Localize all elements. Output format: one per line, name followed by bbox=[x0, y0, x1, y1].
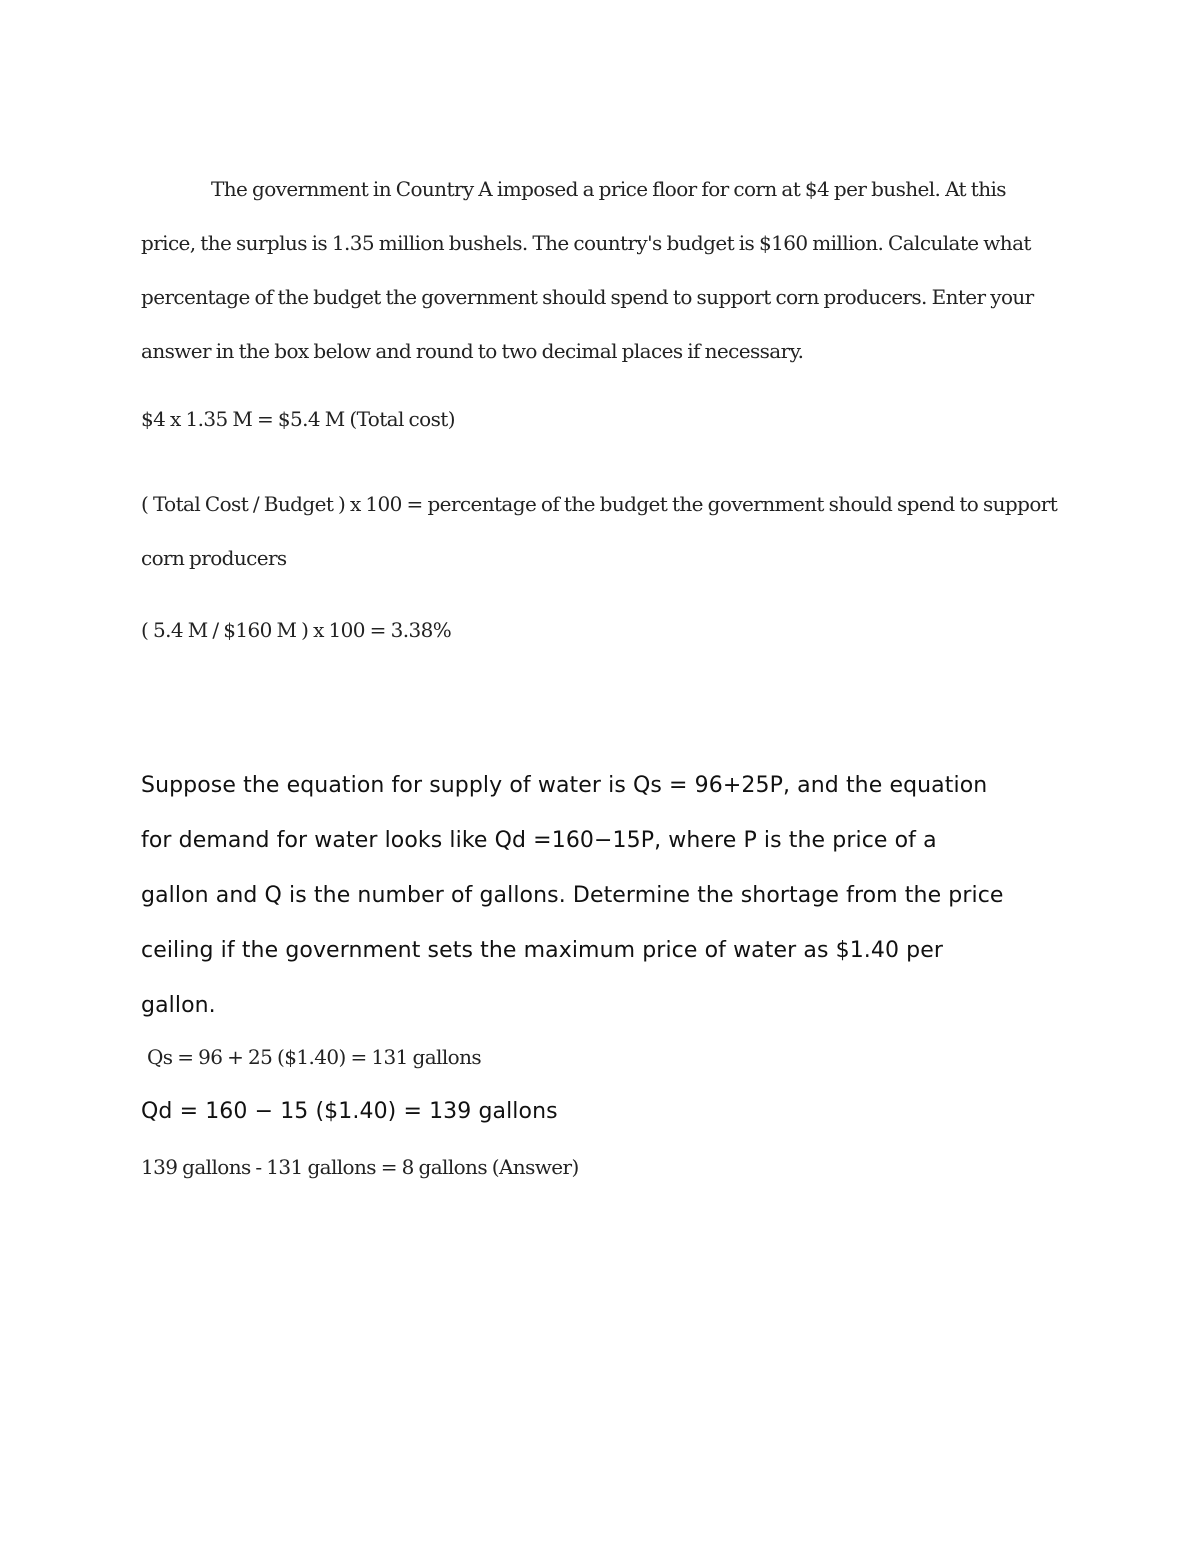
question-2-line-3: gallon and Q is the number of gallons. Determine the shortage from the price bbox=[141, 883, 1004, 908]
shortage-answer: 139 gallons - 131 gallons = 8 gallons (Answer) bbox=[141, 1155, 579, 1179]
question-2-line-2: for demand for water looks like Qd =160−15P, where P is the price of a bbox=[141, 828, 937, 853]
question-1-paragraph bbox=[141, 162, 1061, 378]
quantity-supplied-calculation: Qs = 96 + 25 ($1.40) = 131 gallons bbox=[147, 1045, 482, 1069]
question-1-line-1: The government in Country A imposed a price floor for corn at $4 per bushel. At this bbox=[211, 177, 1006, 201]
question-1-line-4: answer in the box below and round to two decimal places if necessary. bbox=[141, 339, 804, 363]
total-cost-calculation: $4 x 1.35 M = $5.4 M (Total cost) bbox=[141, 407, 455, 431]
question-1-line-3: percentage of the budget the government should spend to support corn producers. Enter your bbox=[141, 285, 1034, 309]
question-1-line-2: price, the surplus is 1.35 million bushels. The country's budget is $160 million. Calculate what bbox=[141, 231, 1031, 255]
question-2-line-4: ceiling if the government sets the maximum price of water as $1.40 per bbox=[141, 938, 944, 963]
question-2-paragraph bbox=[141, 758, 1061, 1033]
percentage-formula bbox=[141, 477, 1061, 585]
quantity-demanded-calculation: Qd = 160 − 15 ($1.40) = 139 gallons bbox=[141, 1099, 558, 1124]
question-2-line-5: gallon. bbox=[141, 993, 216, 1018]
percentage-formula-line-1: ( Total Cost / Budget ) x 100 = percentage of the budget the government should spend to support bbox=[141, 492, 1058, 516]
question-2-line-1: Suppose the equation for supply of water is Qs = 96+25P, and the equation bbox=[141, 773, 988, 798]
percentage-result: ( 5.4 M / $160 M ) x 100 = 3.38% bbox=[141, 618, 452, 642]
percentage-formula-line-2: corn producers bbox=[141, 546, 287, 570]
